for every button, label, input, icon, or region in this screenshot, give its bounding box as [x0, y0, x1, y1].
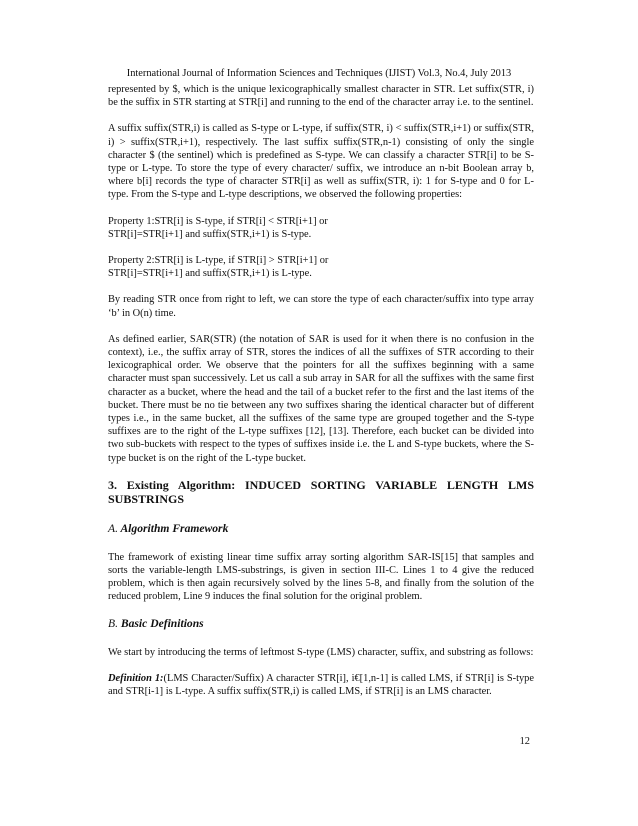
- paragraph-framework: The framework of existing linear time suffix array sorting algorithm SAR-IS[15] that samples and sorts the variable-length LMS-substrings, is given in section III-C. Lines 1 to 4 give the reduced problem, which is then again recursively solved by the lines 5-8, and finally from the solution of the reduced problem, Line 9 induces the final solution for the original problem.: [108, 551, 534, 603]
- subsection-b-letter: B.: [108, 616, 118, 630]
- page-number: 12: [519, 736, 530, 747]
- paragraph-suffix-definition: represented by $, which is the unique lexicographically smallest character in STR. Let suffix(STR, i) be the suffix in STR starting at STR[i] and running to the end of the character array i.e. to the sentinel.: [108, 84, 534, 109]
- property-1: [108, 215, 534, 241]
- paragraph-type-array: By reading STR once from right to left, we can store the type of each character/suffix into type array ‘b’ in O(n) time.: [108, 294, 534, 319]
- paragraph-lms-intro: We start by introducing the terms of leftmost S-type (LMS) character, suffix, and substring as follows:: [108, 646, 534, 658]
- document-body: [108, 83, 534, 711]
- property-2-line-2: STR[i]=STR[i+1] and suffix(STR,i+1) is L-type.: [108, 268, 312, 280]
- subsection-a-letter: A.: [108, 521, 118, 535]
- property-2: [108, 254, 534, 280]
- property-1-line-2: STR[i]=STR[i+1] and suffix(STR,i+1) is S-type.: [108, 228, 312, 240]
- section-3-heading: 3. Existing Algorithm: INDUCED SORTING VARIABLE LENGTH LMS SUBSTRINGS: [108, 477, 534, 506]
- property-1-line-1: Property 1:STR[i] is S-type, if STR[i] < STR[i+1] or: [108, 215, 328, 227]
- journal-header: International Journal of Information Sciences and Techniques (IJIST) Vol.3, No.4, July 2013: [126, 68, 512, 79]
- paragraph-bucket: As defined earlier, SAR(STR) (the notation of SAR is used for it when there is no confusion in the context), i.e., the suffix array of STR, stores the indices of all the suffixes of STR according to their lexicographical order. We observe that the pointers for all the suffixes beginning with a same character must span successively. Let us call a sub array in SAR for all the suffixes with the same first character as a bucket, where the head and the tail of a bucket refer to the first and the last items of the bucket. There must be no tie between any two suffixes sharing the identical character but of different types i.e., in the same bucket, all the suffixes of the same type are grouped together and the S-type suffixes are to the right of the L-type suffixes [12], [13]. Therefore, each bucket can be divided into two sub-buckets with respect to the types of suffixes inside i.e. the L and S-type buckets, where the S-type bucket is on the right of the L-type bucket.: [108, 333, 534, 464]
- subsection-b-heading: [108, 617, 534, 630]
- definition-1: [108, 672, 534, 698]
- definition-1-label: Definition 1:: [108, 672, 164, 684]
- definition-1-text: (LMS Character/Suffix) A character STR[i], i€[1,n-1] is called LMS, if STR[i] is S-type and STR[i-1] is L-type. A suffix suffix(STR,i) is called LMS, if STR[i] is an LMS character.: [108, 672, 534, 698]
- paragraph-s-l-type: A suffix suffix(STR,i) is called as S-type or L-type, if suffix(STR, i) < suffix(STR,i+1) or suffix(STR, i) > suffix(STR,i+1), respectively. The last suffix suffix(STR,n-1) consisting of only the single character $ (the sentinel) which is predefined as S-type. We can classify a character STR[i] to be S-type or L-type. To store the type of every character/ suffix, we introduce an n-bit Boolean array b, where b[i] records the type of character STR[i] as well as suffix(STR, i): 1 for S-type and 0 for L-type. From the S-type and L-type descriptions, we observed the following properties:: [108, 123, 534, 201]
- subsection-a-title: Algorithm Framework: [120, 521, 229, 535]
- property-2-line-1: Property 2:STR[i] is L-type, if STR[i] > STR[i+1] or: [108, 255, 329, 267]
- subsection-a-heading: [108, 522, 534, 535]
- subsection-b-title: Basic Definitions: [120, 616, 204, 630]
